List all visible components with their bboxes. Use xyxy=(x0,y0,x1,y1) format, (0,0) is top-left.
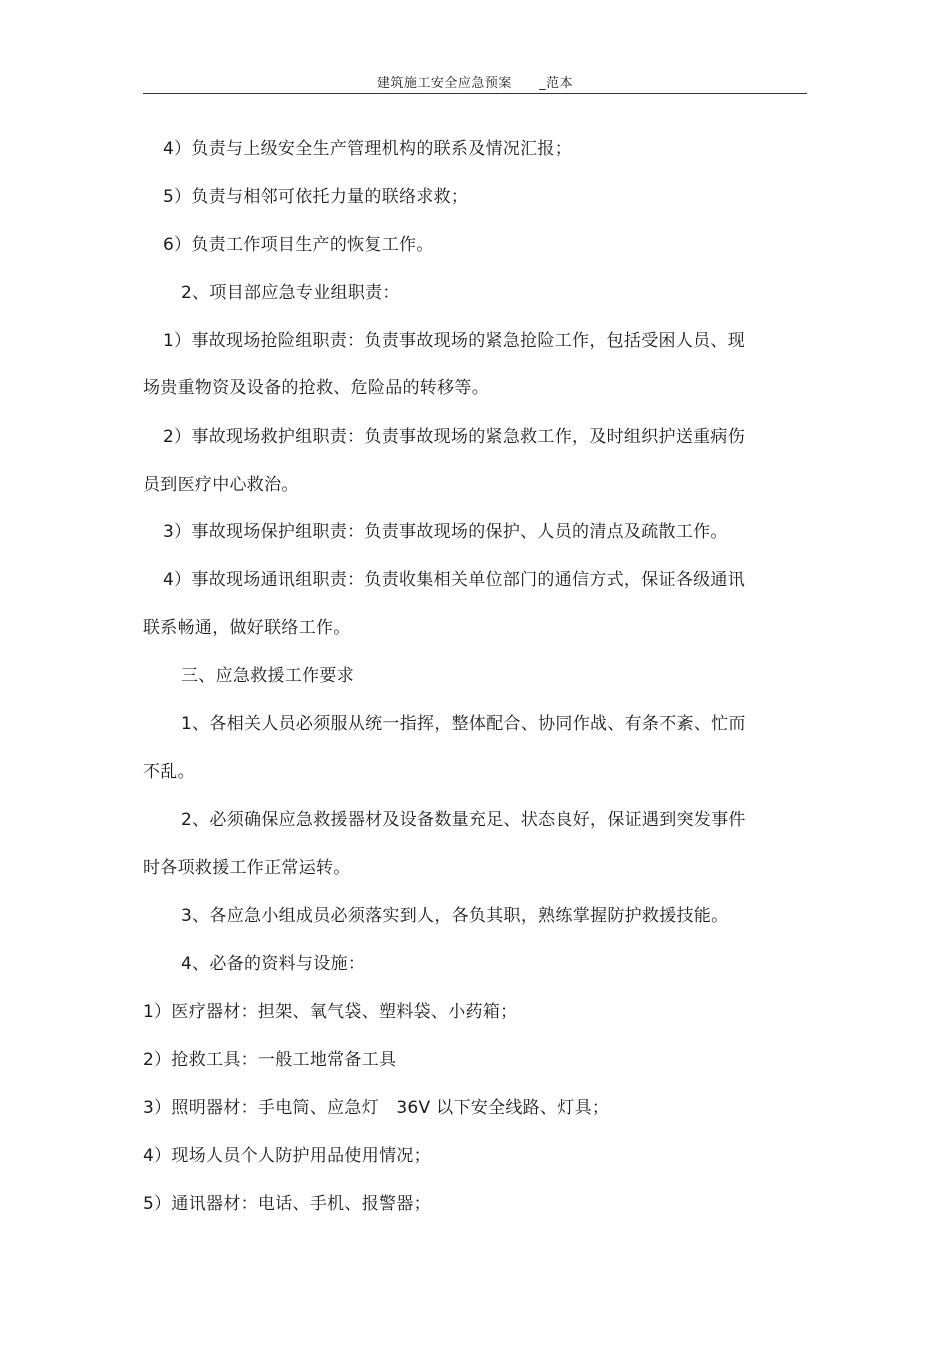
header-title: 建筑施工安全应急预案 xyxy=(376,76,512,91)
body-line: 员到医疗中心救治。 xyxy=(143,475,299,495)
body-line: 2）事故现场救护组职责：负责事故现场的紧急救工作，及时组织护送重病伤 xyxy=(163,427,746,447)
body-line: 5）通讯器材：电话、手机、报警器； xyxy=(143,1194,431,1214)
header-rule xyxy=(143,93,807,94)
body-line: 1、各相关人员必须服从统一指挥，整体配合、协同作战、有条不紊、忙而 xyxy=(181,714,746,734)
body-line: 联系畅通，做好联络工作。 xyxy=(143,618,351,638)
body-line: 4）事故现场通讯组职责：负责收集相关单位部门的通信方式，保证各级通讯 xyxy=(163,570,746,590)
body-line: 2）抢救工具：一般工地常备工具 xyxy=(143,1050,397,1070)
body-line: 1）医疗器材：担架、氧气袋、塑料袋、小药箱； xyxy=(143,1002,518,1022)
section-heading: 4、必备的资料与设施： xyxy=(181,954,366,974)
header-suffix: _范本 xyxy=(539,76,574,91)
body-line: 5）负责与相邻可依托力量的联络求救； xyxy=(163,187,469,207)
body-line: 3）照明器材：手电筒、应急灯 36V 以下安全线路、灯具； xyxy=(143,1098,610,1118)
page-header xyxy=(143,72,807,91)
section-heading: 三、应急救援工作要求 xyxy=(181,666,354,686)
body-line: 6）负责工作项目生产的恢复工作。 xyxy=(163,235,434,255)
body-line: 1）事故现场抢险组职责：负责事故现场的紧急抢险工作，包括受困人员、现 xyxy=(163,331,746,351)
body-line: 时各项救援工作正常运转。 xyxy=(143,858,351,878)
body-line: 不乱。 xyxy=(143,762,195,782)
body-line: 4）现场人员个人防护用品使用情况； xyxy=(143,1146,431,1166)
body-line: 场贵重物资及设备的抢救、危险品的转移等。 xyxy=(143,378,489,398)
section-heading: 2、项目部应急专业组职责： xyxy=(181,283,400,303)
body-line: 4）负责与上级安全生产管理机构的联系及情况汇报； xyxy=(163,139,573,159)
body-line: 2、必须确保应急救援器材及设备数量充足、状态良好，保证遇到突发事件 xyxy=(181,810,746,830)
body-line: 3、各应急小组成员必须落实到人，各负其职，熟练掌握防护救援技能。 xyxy=(181,906,729,926)
body-line: 3）事故现场保护组职责：负责事故现场的保护、人员的清点及疏散工作。 xyxy=(163,522,728,542)
